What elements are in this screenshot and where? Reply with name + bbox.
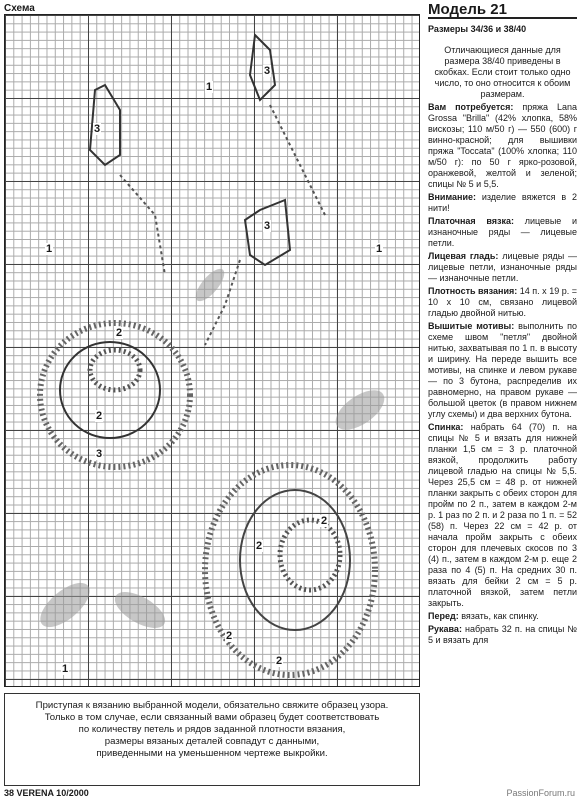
chart-number: 3 (264, 65, 271, 77)
section: Перед: вязать, как спинку. (428, 611, 539, 621)
note-line: размеры вязаных деталей совпадут с данными, (104, 736, 320, 747)
large-rose-motif (205, 465, 375, 675)
note-line: приведенными на уменьшенном чертеже выкройки. (96, 748, 328, 759)
chart-number: 2 (96, 410, 103, 422)
knitting-chart (4, 14, 420, 687)
chart-number: 1 (46, 243, 53, 255)
section: Вам потребуется: пряжа Lana Grossa "Brilla" (42% хлопка, 58% вискозы; 110 м/50 г) — 550 (600) г винно-красной; для вышивки пряжа "Toccata" (100% хлопка; 110 м/50 г): по 50 г ярко-розовой, оранжевой, желтой и зеленой; спицы № 5 и 5,5. (428, 102, 578, 189)
model-sizes: Размеры 34/36 и 38/40 (428, 24, 527, 34)
chart-number: 2 (321, 515, 328, 527)
section: Лицевая гладь: лицевые ряды — лицевые петли, изнаночные ряды — изнаночные петли. (428, 251, 578, 283)
stem-leaf-motifs (120, 105, 325, 345)
page-footer: 38 VERENA 10/2000 (4, 788, 89, 798)
article-column (428, 1, 578, 648)
bud-motifs (90, 35, 290, 265)
section: Рукава: набрать 32 п. на спицы № 5 и вязать для (428, 624, 577, 645)
section: Внимание: изделие вяжется в 2 нити! (428, 192, 577, 213)
gauge-note (4, 693, 420, 786)
chart-number: 2 (116, 327, 123, 339)
chart-number: 2 (226, 630, 233, 642)
section: Платочная вязка: лицевые и изнаночные ряды — лицевые петли. (428, 216, 578, 248)
chart-number: 1 (376, 243, 383, 255)
section: Вышитые мотивы: выполнить по схеме швом "петля" двойной нитью, захватывая по 1 п. в высоту и ширину. На переде вышить все мотивы, на спинке и левом рукаве — по 3 бутона, распределив их равномерно, на правом рукаве — большой цветок (в правом нижнем углу схемы) и два верхних бутона. (428, 321, 577, 419)
chart-number: 2 (256, 540, 263, 552)
chart-number: 3 (96, 448, 103, 460)
section: Спинка: набрать 64 (70) п. на спицы № 5 и вязать для нижней планки 1,5 см = 3 р. платочной вязкой, продолжить работу лицевой гладью на спицы № 5,5. Через 25,5 см = 48 р. от нижней планки закрыть с обеих сторон для пройм по 2 п., затем в каждом 2-м р. 1 раз по 2 п. и 2 раза по 1 п. = 52 (58) п. Через 22 см = 42 р. от начала пройм закрыть с обеих сторон для плечевых скосов по 3 (4) п., затем в каждом 2-м р. еще 2 раза по 4 (5) п. На средних 30 п. вязать для бейки 2 см = 5 р. платочной вязкой, затем петли закрыть. (428, 422, 577, 608)
chart-number: 2 (276, 655, 283, 667)
medium-rose-motif (40, 323, 190, 467)
chart-number: 1 (62, 663, 69, 675)
chart-number: 3 (264, 220, 271, 232)
scheme-label: Схема (4, 3, 35, 14)
note-line: Приступая к вязанию выбранной модели, обязательно свяжите образец узора. (35, 700, 389, 711)
chart-number: 1 (206, 81, 213, 93)
intro-text: Отличающиеся данные для размера 38/40 приведены в скобках. Если стоит только одно число, то оно относится к обоим размерам. (434, 45, 571, 99)
watermark: PassionForum.ru (506, 788, 575, 798)
note-line: Только в том случае, если связанный вами образец будет соответствовать (44, 712, 380, 723)
chart-motifs (5, 15, 421, 688)
chart-number: 3 (94, 123, 101, 135)
note-line: по количеству петель и рядов заданной плотности вязания, (78, 724, 346, 735)
leaf-fill-motifs (33, 265, 391, 636)
model-title: Модель 21 (428, 4, 577, 19)
section: Плотность вязания: 14 п. х 19 р. = 10 х 10 см, связано лицевой гладью двойной нитью. (428, 286, 577, 318)
